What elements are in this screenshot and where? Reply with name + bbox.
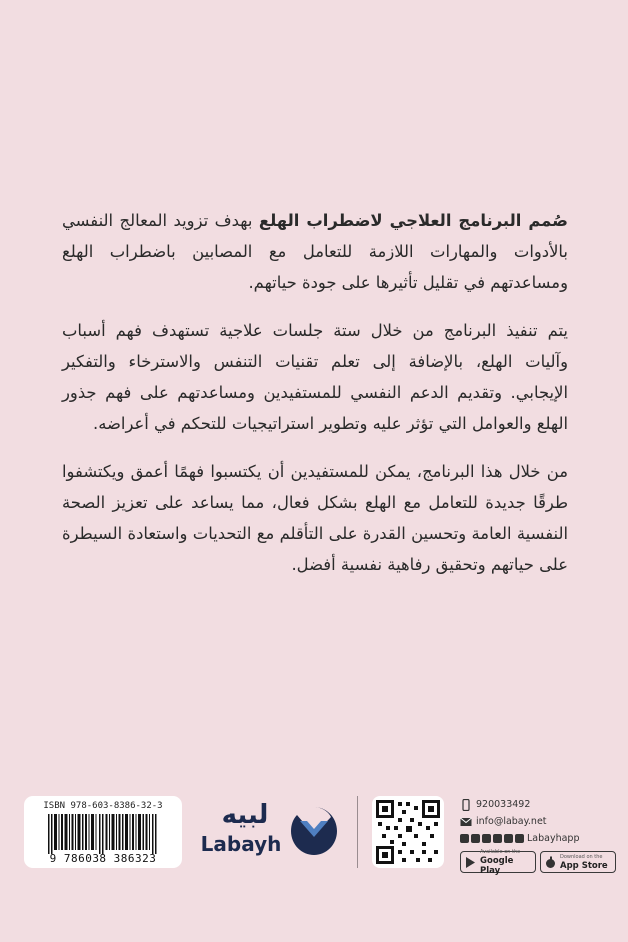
qr-code-icon	[376, 800, 440, 864]
snapchat-icon[interactable]	[515, 834, 524, 843]
app-store-button[interactable]	[540, 851, 616, 873]
youtube-icon[interactable]	[504, 834, 513, 843]
instagram-icon[interactable]	[471, 834, 480, 843]
phone-row	[460, 796, 625, 813]
facebook-icon[interactable]	[460, 834, 469, 843]
contact-info	[460, 796, 625, 876]
footer-divider	[357, 796, 358, 868]
app-store-label: App Store	[560, 861, 608, 871]
x-icon[interactable]	[482, 834, 491, 843]
qr-code[interactable]	[372, 796, 444, 868]
google-play-icon	[464, 856, 477, 869]
brand-name-arabic: لبيه	[221, 800, 269, 830]
labayh-logo-icon	[288, 805, 340, 857]
apple-icon	[544, 856, 557, 869]
paragraph-1	[62, 205, 568, 298]
footer	[0, 790, 628, 875]
back-cover-text	[62, 205, 568, 597]
email-row	[460, 813, 625, 830]
barcode-digits: 9 786038 386323	[49, 852, 157, 865]
phone-icon	[460, 799, 472, 811]
program-title: صُمم البرنامج العلاجي لاضطراب الهلع	[258, 211, 569, 230]
social-row	[460, 830, 625, 847]
linkedin-icon[interactable]	[493, 834, 502, 843]
store-badges	[460, 849, 625, 876]
mail-icon	[460, 816, 472, 828]
email-address[interactable]: info@labay.net	[476, 816, 547, 827]
paragraph-2: يتم تنفيذ البرنامج من خلال ستة جلسات علاجية تستهدف فهم أسباب وآليات الهلع، بالإضافة إلى تعلم تقنيات التنفس والاسترخاء والتفكير الإيجابي. وتقديم الدعم النفسي للمستفيدين ومساعدتهم على فهم جذور الهلع والعوامل التي تؤثر عليه وتطوير استراتيجيات للتحكم في أعراضه.	[62, 321, 568, 433]
phone-number[interactable]: 920033492	[476, 799, 531, 810]
isbn-label: ISBN 978-603-8386-32-3	[43, 801, 163, 811]
app-store-small-text: Download on the	[560, 854, 603, 860]
google-play-small-text: Available on the	[480, 849, 521, 855]
paragraph-1-rest: بهدف تزويد المعالج النفسي بالأدوات والمهارات اللازمة للتعامل مع المصابين باضطراب الهلع ومساعدتهم في تقليل تأثيرها على جودة حياتهم.	[62, 211, 568, 292]
barcode-bars	[48, 814, 158, 854]
social-handle[interactable]: Labayhapp	[527, 833, 580, 844]
google-play-label: Google Play	[480, 856, 514, 876]
barcode-box	[24, 796, 182, 868]
google-play-button[interactable]	[460, 849, 536, 876]
brand-name-english: Labayh	[200, 832, 282, 856]
paragraph-3: من خلال هذا البرنامج، يمكن للمستفيدين أن يكتسبوا فهمًا أعمق ويكتشفوا طرقًا جديدة للتعامل مع الهلع بشكل فعال، مما يساعد على تعزيز الصحة النفسية العامة وتحسين القدرة على التأقلم مع التحديات واستعادة السيطرة على حياتهم وتحقيق رفاهية نفسية أفضل.	[62, 462, 568, 574]
